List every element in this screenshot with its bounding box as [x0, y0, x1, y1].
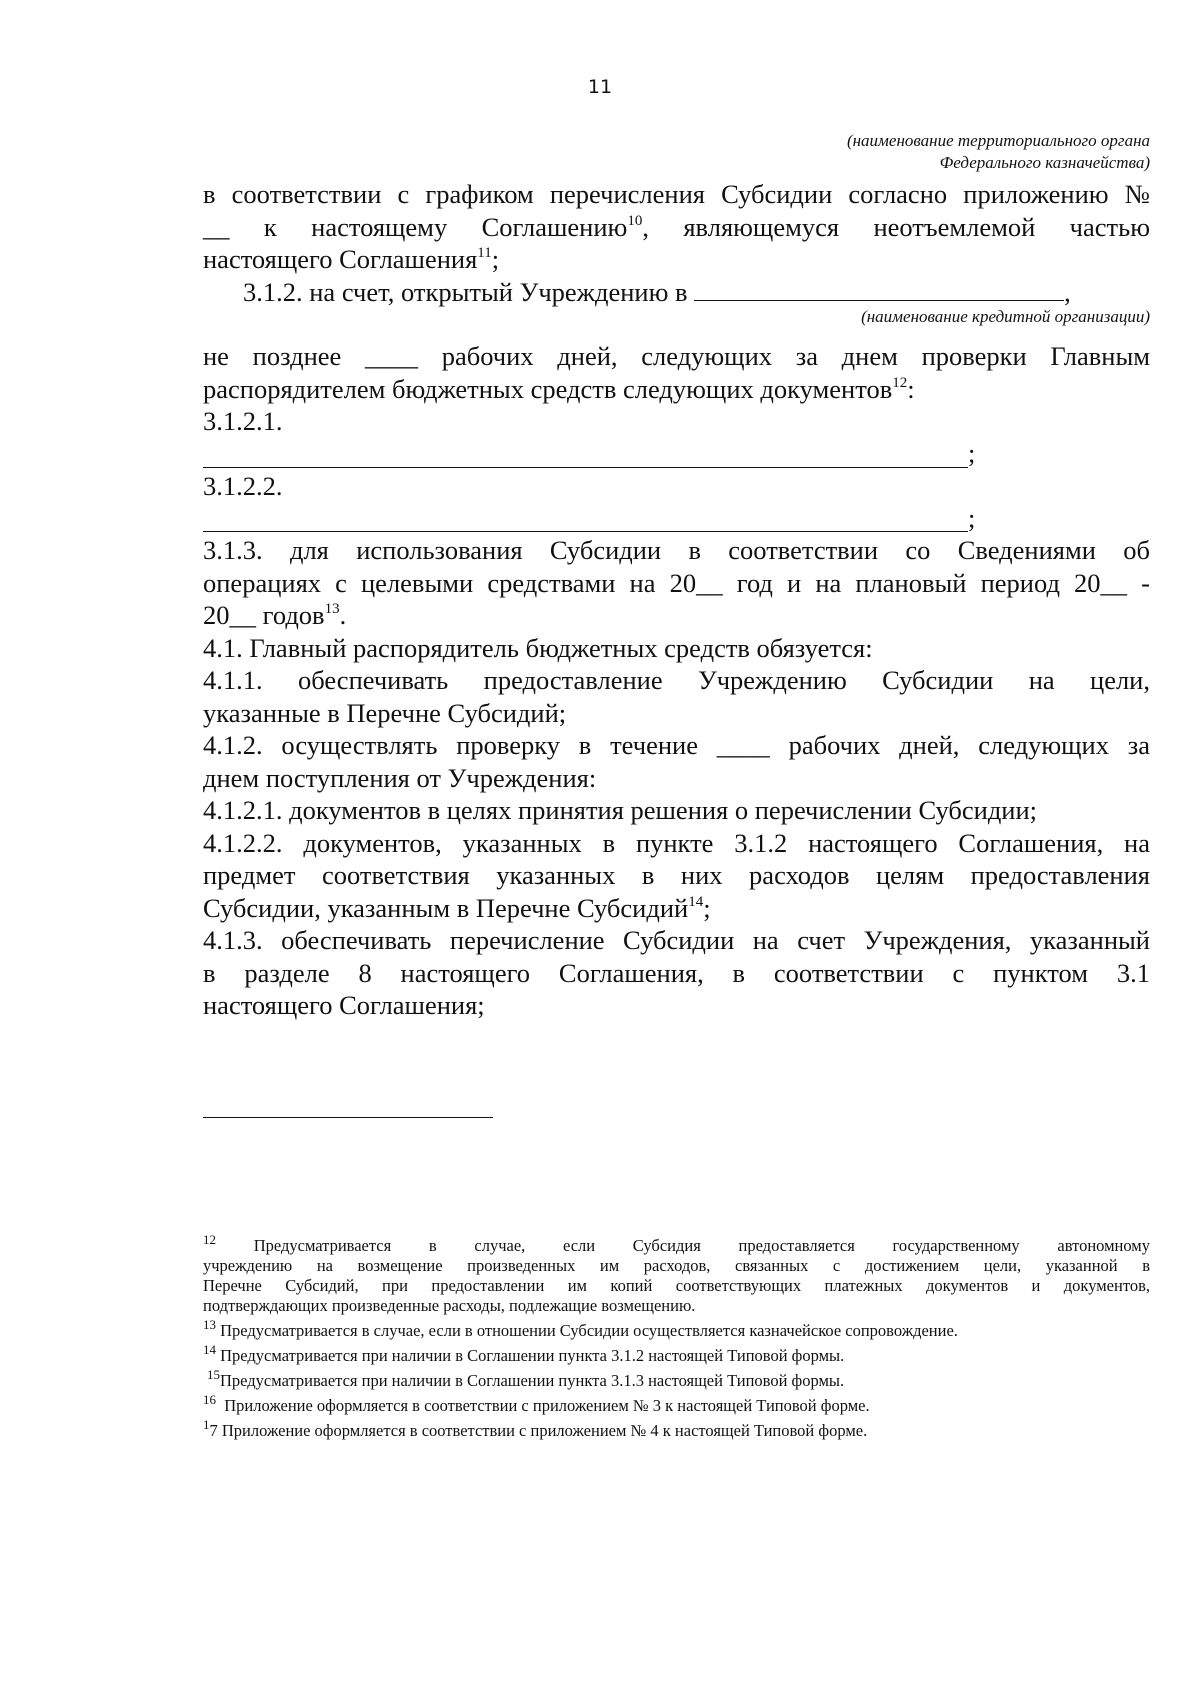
- text-fragment: :: [907, 373, 915, 404]
- clause-label: 3.1.2.2.: [203, 470, 283, 501]
- document-body: [203, 178, 1150, 1022]
- treasury-caption-line2: Федерального казначейства): [939, 153, 1150, 172]
- credit-org-blank: [694, 278, 1064, 301]
- text-fragment: ;: [491, 244, 500, 274]
- clause-4-1-2: [203, 729, 1150, 794]
- footnote-12: [203, 1232, 1150, 1316]
- clause-4-1-2-2: [203, 827, 1150, 925]
- footnote-line: [203, 1232, 1150, 1256]
- footnote-ref-12: 12: [892, 374, 908, 391]
- footnote-separator: [203, 1117, 493, 1118]
- clause-3-1-3: [203, 534, 1150, 632]
- text-fragment: распорядителем бюджетных средств следующих документов: [203, 373, 893, 404]
- text-line: [203, 373, 1150, 406]
- footnote-line: подтверждающих произведенные расходы, подлежащие возмещению.: [203, 1296, 696, 1315]
- text-fragment: ;: [703, 892, 711, 923]
- footnote-13: [203, 1317, 1150, 1341]
- text-line: [203, 340, 1150, 373]
- footnote-16: [203, 1392, 1150, 1416]
- footnote-mark: 15: [207, 1367, 220, 1382]
- clause-4-1: 4.1. Главный распорядитель бюджетных средств обязуется:: [203, 632, 873, 663]
- paragraph-schedule: [203, 178, 1150, 276]
- text-fragment: Субсидии, указанным в Перечне Субсидий: [203, 892, 689, 923]
- text-line: днем поступления от Учреждения:: [203, 762, 597, 793]
- footnote-mark: 13: [203, 1317, 216, 1332]
- text-fragment: Предусматривается в случае, если Субсидия предоставляется государственному автономному: [216, 1236, 1150, 1255]
- clause-3-1-2-continuation: [203, 340, 1150, 405]
- text-fragment: ;: [968, 438, 976, 468]
- text-fragment: 20__ годов: [203, 600, 325, 630]
- clause-label: 3.1.2.1.: [203, 406, 283, 436]
- page-number: 11: [587, 76, 613, 98]
- text-line: настоящего Соглашения;: [203, 990, 485, 1020]
- text-fragment: Предусматривается при наличии в Соглашении пункта 3.1.2 настоящей Типовой формы.: [216, 1346, 845, 1365]
- text-line: операциях с целевыми средствами на 20__ год и на плановый период 20__ -: [203, 567, 1150, 598]
- footnote-line: учреждению на возмещение произведенных им расходов, связанных с достижением цели, указанной в: [203, 1256, 1150, 1275]
- text-line: 4.1.3. обеспечивать перечисление Субсидии на счет Учреждения, указанный: [203, 925, 1150, 955]
- text-fragment: 7 Приложение оформляется в соответствии с приложением № 4 к настоящей Типовой форме.: [209, 1421, 868, 1440]
- blank-number: __: [203, 211, 230, 242]
- text-line: [203, 892, 1150, 925]
- clause-4-1-2-1: 4.1.2.1. документов в целях принятия решения о перечислении Субсидии;: [203, 795, 1038, 825]
- text-line: в разделе 8 настоящего Соглашения, в соответствии с пунктом 3.1: [203, 957, 1150, 988]
- text-line: 3.1.3. для использования Субсидии в соответствии со Сведениями об: [203, 535, 1150, 565]
- clause-4-1-1: [203, 664, 1150, 729]
- clause-4-1-3: [203, 924, 1150, 1022]
- text-fragment: к настоящему Соглашению: [229, 211, 628, 242]
- footnote-ref-14: 14: [688, 893, 704, 910]
- caption-spacer: [203, 308, 1150, 340]
- text-fragment: не позднее: [203, 341, 342, 371]
- footnote-ref-10: 10: [627, 212, 643, 229]
- text-line: [203, 211, 1150, 244]
- text-line: в соответствии с графиком перечисления Субсидии согласно приложению №: [203, 179, 1150, 209]
- text-fragment: Предусматривается в случае, если в отношении Субсидии осуществляется казначейское сопровождение.: [216, 1321, 958, 1340]
- footnote-mark: 16: [203, 1392, 216, 1407]
- credit-org-caption: (наименование кредитной организации): [861, 307, 1150, 326]
- footnote-17: [203, 1417, 1150, 1441]
- text-fragment: Предусматривается при наличии в Соглашении пункта 3.1.3 настоящей Типовой формы.: [220, 1371, 845, 1390]
- text-fragment: .: [339, 600, 347, 630]
- text-line: [203, 243, 1150, 276]
- text-line: [203, 599, 1150, 632]
- footnote-14: [203, 1342, 1150, 1366]
- text-fragment: ;: [968, 502, 976, 533]
- text-line: предмет соответствия указанных в них расходов целям предоставления: [203, 860, 1150, 890]
- text-fragment: рабочих дней, следующих за днем проверки Главным: [441, 341, 1151, 371]
- footnote-mark: 14: [203, 1342, 216, 1357]
- clause-3-1-2-1: [203, 405, 1150, 470]
- text-fragment: ,: [1064, 276, 1071, 307]
- footnote-ref-13: 13: [324, 601, 340, 617]
- text-line: 4.1.1. обеспечивать предоставление Учреждению Субсидии на цели,: [203, 665, 1150, 695]
- footnotes: [203, 1232, 1150, 1441]
- clause-3-1-2-text: 3.1.2. на счет, открытый Учреждению в: [243, 276, 688, 307]
- text-line: 4.1.2. осуществлять проверку в течение ____ рабочих дней, следующих за: [203, 730, 1150, 760]
- text-fragment: настоящего Соглашения: [203, 244, 478, 274]
- text-fragment: , являющемуся неотъемлемой частью: [642, 211, 1150, 242]
- clause-3-1-2-2: [203, 470, 1150, 535]
- footnote-mark: 1: [203, 1417, 210, 1432]
- text-line: указанные в Перечне Субсидий;: [203, 697, 567, 728]
- treasury-caption: [847, 130, 1150, 174]
- days-blank: ____: [365, 341, 419, 371]
- footnote-ref-11: 11: [477, 245, 492, 261]
- document-blank-line: [203, 502, 1150, 534]
- treasury-caption-line1: (наименование территориального органа: [846, 131, 1150, 150]
- footnote-line: Перечне Субсидий, при предоставлении им копий соответствующих платежных документов и документов,: [203, 1276, 1150, 1295]
- document-blank-line: [203, 438, 1150, 470]
- text-fragment: Приложение оформляется в соответствии с приложением № 3 к настоящей Типовой форме.: [216, 1396, 870, 1415]
- underline: [203, 505, 968, 532]
- text-line: 4.1.2.2. документов, указанных в пункте 3.1.2 настоящего Соглашения, на: [203, 827, 1150, 858]
- footnote-mark: 12: [203, 1232, 216, 1247]
- clause-3-1-2: [203, 276, 1150, 309]
- footnote-15: [203, 1367, 1150, 1391]
- underline: [203, 441, 968, 468]
